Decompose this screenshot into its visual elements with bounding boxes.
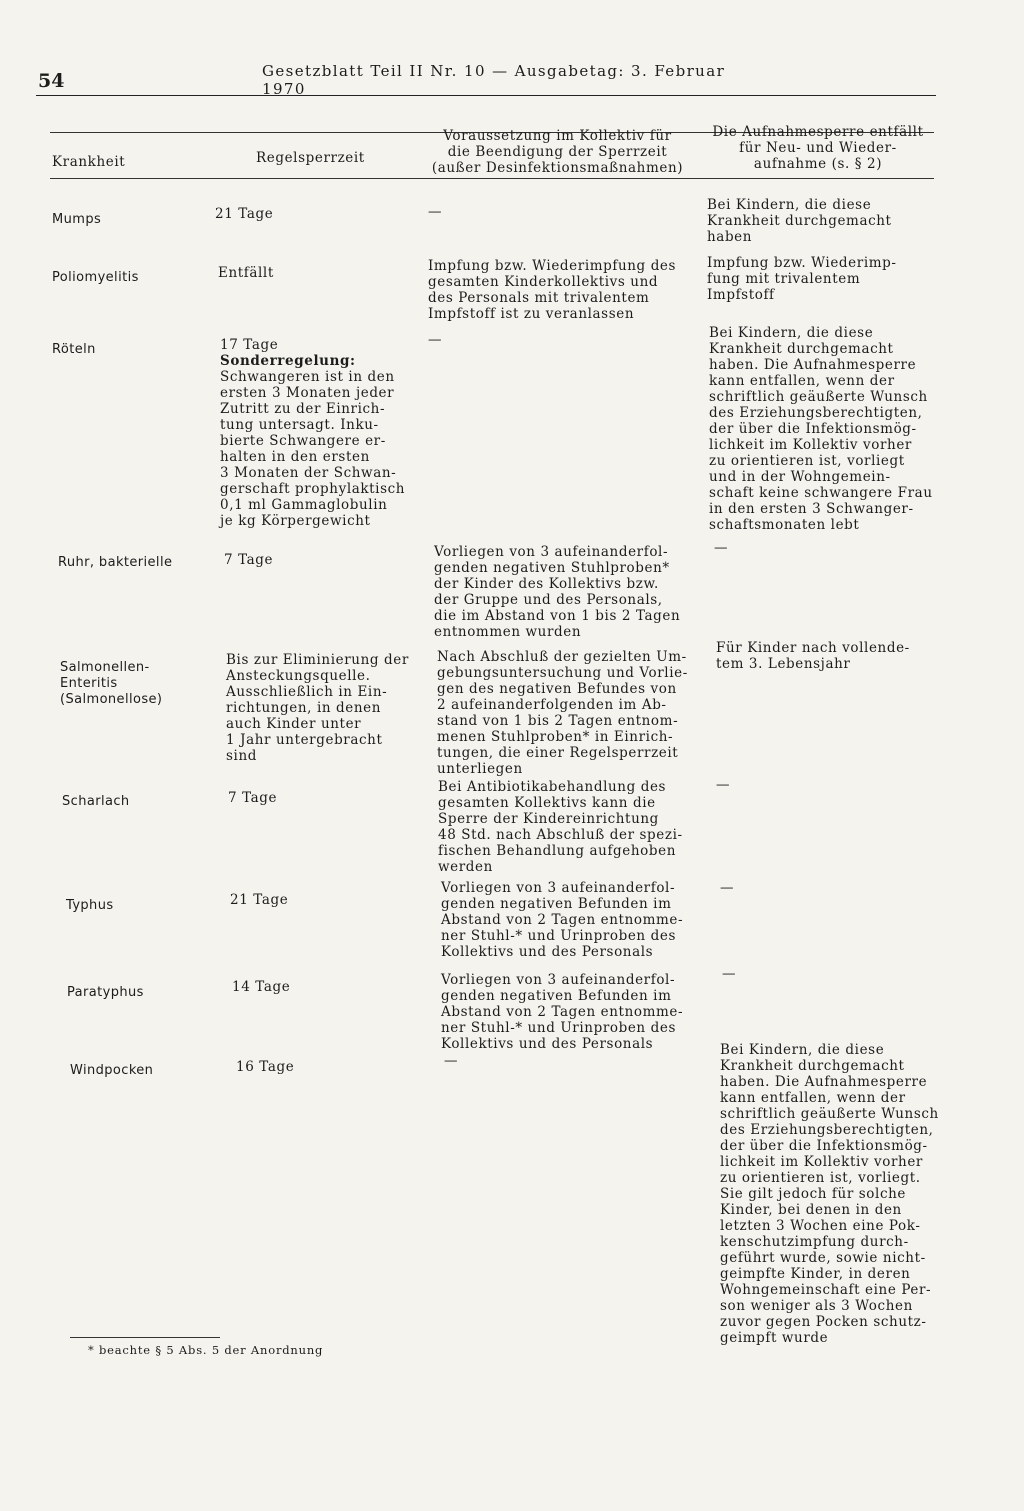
header-voraussetzung: Voraussetzung im Kollektiv für die Beendigung der Sperrzeit (außer Desinfektionsmaßnahmen) <box>431 128 684 176</box>
footnote-rule <box>70 1337 220 1338</box>
row-paratyphus-disease: Paratyphus <box>67 985 144 1000</box>
row-ruhr-condition: Vorliegen von 3 aufeinanderfol- genden negativen Stuhlproben* der Kinder des Kollektivs bzw. der Gruppe und des Personals, die im Abstand von 1 bis 2 Tagen entnommen wurden <box>434 544 681 640</box>
row-poliomyelitis-exemption: Impfung bzw. Wiederimp- fung mit trivalentem Impfstoff <box>707 255 897 303</box>
page-number: 54 <box>38 70 65 92</box>
row-windpocken-disease: Windpocken <box>70 1063 154 1078</box>
row-mumps-exemption: Bei Kindern, die diese Krankheit durchgemacht haben <box>707 197 892 245</box>
row-poliomyelitis-condition: Impfung bzw. Wiederimpfung des gesamten Kinderkollektivs und des Personals mit trivalentem Impfstoff ist zu veranlassen <box>428 258 677 322</box>
row-roeteln-disease: Röteln <box>52 342 96 357</box>
row-mumps-period: 21 Tage <box>215 206 274 222</box>
row-paratyphus-period: 14 Tage <box>232 979 291 995</box>
row-typhus-condition: Vorliegen von 3 aufeinanderfol- genden negativen Befunden im Abstand von 2 Tagen entnomme- ner Stuhl-* und Urinproben des Kollektivs und des Personals <box>441 880 684 960</box>
row-roeteln-exemption: Bei Kindern, die diese Krankheit durchgemacht haben. Die Aufnahmesperre kann entfallen, wenn der schriftlich geäußerte Wunsch des Erziehungsberechtigten, der über die Infektionsmög- lichkeit im Kollektiv vorher zu orientieren ist, vorliegt und in der Wohngemein- schaft keine schwangere Frau in den ersten 3 Schwanger- schaftsmonaten lebt <box>709 325 933 533</box>
row-typhus-period: 21 Tage <box>230 892 289 908</box>
row-roeteln-special-rule: Sonderregelung: <box>220 353 356 369</box>
row-poliomyelitis-period: Entfällt <box>218 265 274 281</box>
header-rule <box>36 95 936 96</box>
row-paratyphus-condition: Vorliegen von 3 aufeinanderfol- genden negativen Befunden im Abstand von 2 Tagen entnomme- ner Stuhl-* und Urinproben des Kollektivs und des Personals <box>441 972 684 1052</box>
row-mumps-condition: — <box>428 204 443 220</box>
row-ruhr-period: 7 Tage <box>224 552 274 568</box>
header-regelsperrzeit: Regelsperrzeit <box>256 150 365 166</box>
row-ruhr-exemption: — <box>714 540 729 556</box>
running-head: Gesetzblatt Teil II Nr. 10 — Ausgabetag: 3. Februar 1970 <box>262 62 726 98</box>
footnote: * beachte § 5 Abs. 5 der Anordnung <box>88 1343 324 1357</box>
header-krankheit: Krankheit <box>52 154 126 170</box>
row-roeteln-condition: — <box>428 332 443 348</box>
row-windpocken-condition: — <box>444 1053 459 1069</box>
row-windpocken-exemption: Bei Kindern, die diese Krankheit durchgemacht haben. Die Aufnahmesperre kann entfallen, wenn der schriftlich geäußerte Wunsch des Erziehungsberechtigten, der über die Infektionsmög- lichkeit im Kollektiv vorher zu orientieren ist, vorliegt. Sie gilt jedoch für solche Kinder, bei denen in den letzten 3 Wochen eine Pok- kenschutzimpfung durch- geführt wurde, sowie nicht- geimpfte Kinder, in deren Wohngemeinschaft eine Per- son weniger als 3 Wochen zuvor gegen Pocken schutz- geimpft wurde <box>720 1042 939 1346</box>
row-scharlach-condition: Bei Antibiotikabehandlung des gesamten Kollektivs kann die Sperre der Kindereinrichtung 48 Std. nach Abschluß der spezi- fischen Behandlung aufgehoben werden <box>438 779 683 875</box>
row-salmonellen-exemption: Für Kinder nach vollende- tem 3. Lebensjahr <box>716 640 910 672</box>
row-salmonellen-disease: Salmonellen- Enteritis (Salmonellose) <box>60 660 163 707</box>
table-header-rule <box>50 178 934 179</box>
row-scharlach-period: 7 Tage <box>228 790 278 806</box>
row-typhus-exemption: — <box>720 880 735 896</box>
row-mumps-disease: Mumps <box>52 212 102 227</box>
row-salmonellen-period: Bis zur Eliminierung der Ansteckungsquelle. Ausschließlich in Ein- richtungen, in denen auch Kinder unter 1 Jahr untergebracht sind <box>226 652 409 764</box>
row-scharlach-exemption: — <box>716 777 731 793</box>
row-ruhr-disease: Ruhr, bakterielle <box>58 555 173 570</box>
row-paratyphus-exemption: — <box>722 966 737 982</box>
row-roeteln-special-rule-text: Schwangeren ist in den ersten 3 Monaten jeder Zutritt zu der Einrich- tung untersagt. Inku- bierte Schwangere er- halten in den ersten 3 Monaten der Schwan- gerschaft prophylaktisch 0,1 ml Gammaglobulin je kg Körpergewicht <box>220 369 406 529</box>
row-roeteln-period: 17 Tage <box>220 337 279 353</box>
header-aufnahmesperre: Die Aufnahmesperre entfällt für Neu- und Wieder- aufnahme (s. § 2) <box>712 124 924 172</box>
row-poliomyelitis-disease: Poliomyelitis <box>52 270 139 285</box>
row-salmonellen-condition: Nach Abschluß der gezielten Um- gebungsuntersuchung und Vorlie- gen des negativen Befundes von 2 aufeinanderfolgenden im Ab- stand von 1 bis 2 Tagen entnom- menen Stuhlproben* in Einrich- tungen, die einer Regelsperrzeit unterliegen <box>437 649 688 777</box>
row-typhus-disease: Typhus <box>66 898 114 913</box>
row-scharlach-disease: Scharlach <box>62 794 130 809</box>
row-windpocken-period: 16 Tage <box>236 1059 295 1075</box>
